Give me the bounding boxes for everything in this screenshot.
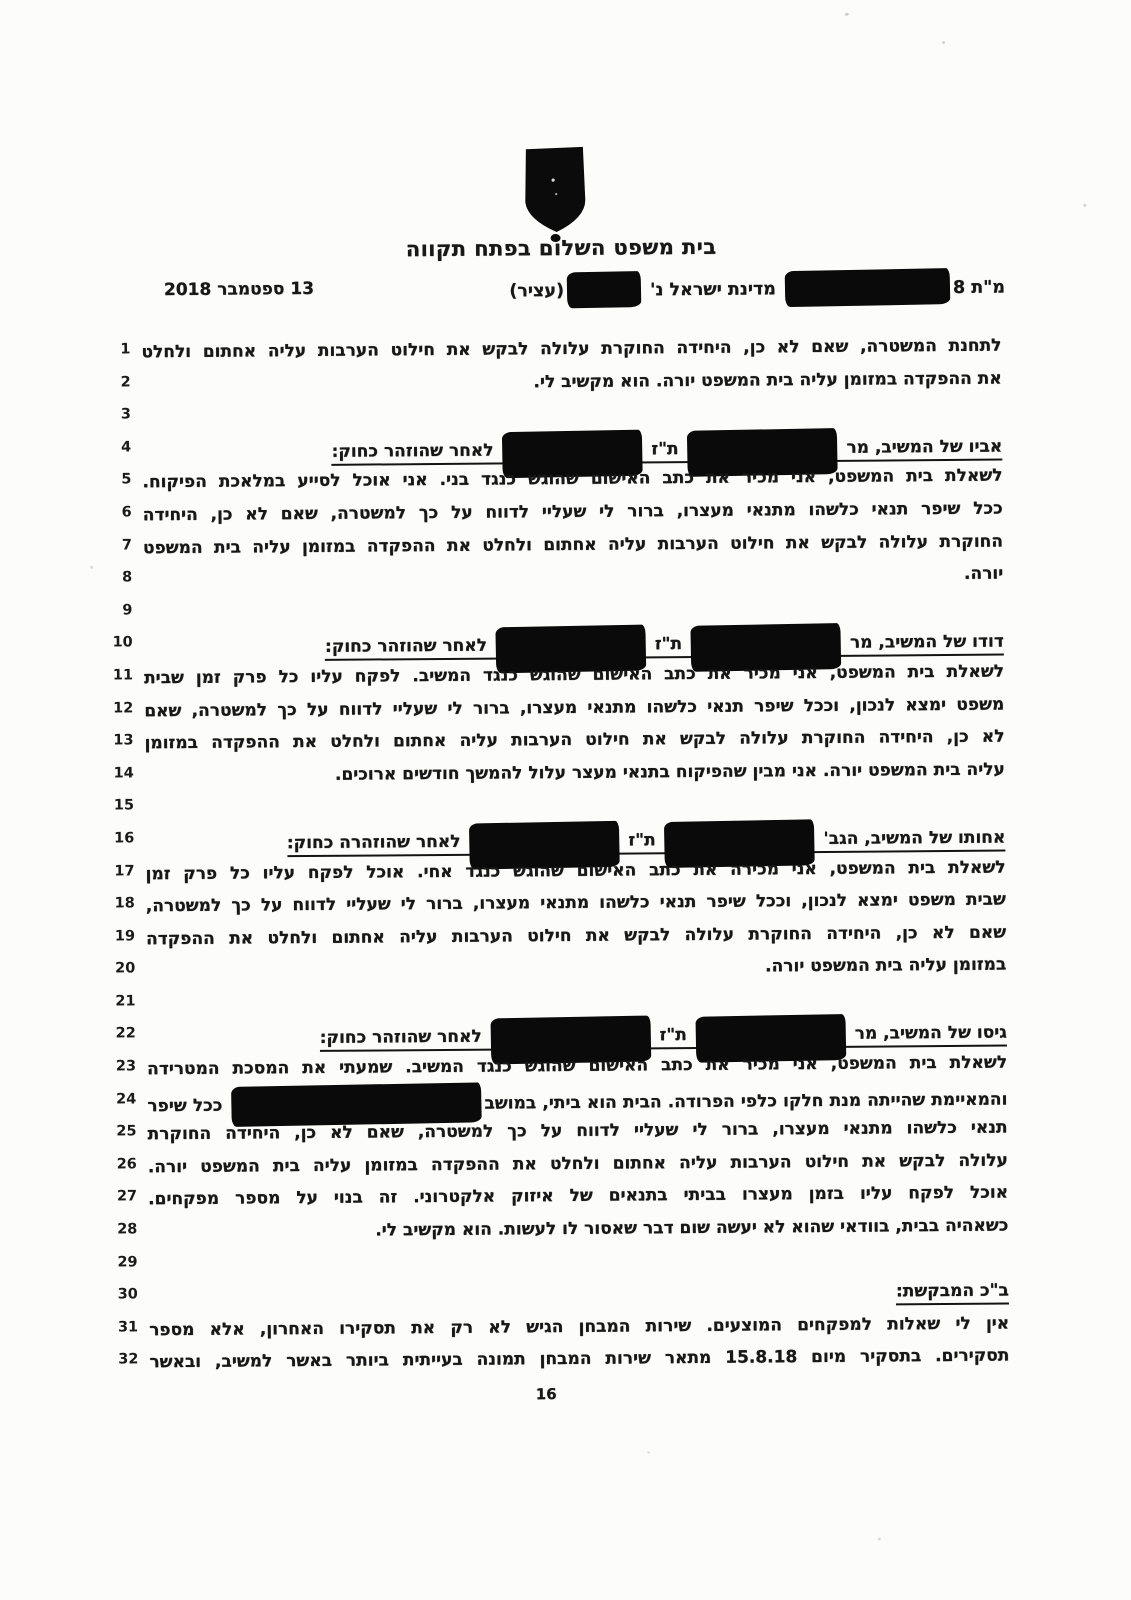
line-number: 24 bbox=[116, 1091, 137, 1108]
scan-speck bbox=[942, 41, 945, 44]
line-text: החוקרת עלולה לבקש את חילוט הערבות עליה אחתום ולחלט את ההפקדה במזומן עליה בית המשפט bbox=[142, 531, 1004, 558]
line-text: כשאהיה בבית, בוודאי שהוא לא יעשה שום דבר שאסור לו לעשות. הוא מקשיב לי. bbox=[375, 1215, 1009, 1241]
section-header-underline: גיסו של המשיב, מר ת"ז לאחר שהוזהר כחוק: bbox=[320, 1023, 1007, 1052]
scan-speck bbox=[878, 1538, 881, 1541]
line-number: 3 bbox=[120, 406, 132, 423]
line-text: והמאיימת שהייתה מנת חלקו כלפי הפרודה. הבית הוא ביתי, במושב ככל שיפר bbox=[147, 1079, 1007, 1126]
line-text: לשאלת בית המשפט, אני מכיר את כתב האישום שהוגש כנגד המשיב. שמעתי את המסכת המטרידה bbox=[147, 1052, 1008, 1080]
line-number: 10 bbox=[112, 634, 133, 651]
line-number: 15 bbox=[113, 797, 135, 814]
line-number: 23 bbox=[115, 1058, 137, 1075]
line-text: יורה. bbox=[963, 563, 1004, 585]
line-number: 19 bbox=[114, 928, 136, 945]
line-number: 20 bbox=[115, 960, 136, 977]
line-number: 30 bbox=[117, 1286, 138, 1303]
line-number: 31 bbox=[117, 1319, 139, 1336]
scan-speck bbox=[647, 1451, 650, 1453]
scan-speck bbox=[845, 13, 849, 16]
page-number-footer: 16 bbox=[535, 1385, 557, 1404]
line-number: 25 bbox=[116, 1123, 137, 1140]
line-number: 7 bbox=[121, 536, 133, 554]
line-number: 9 bbox=[122, 602, 133, 619]
line-number: 18 bbox=[114, 895, 135, 912]
line-number: 27 bbox=[116, 1188, 138, 1205]
line-text: עליה בית המשפט יורה. אני מבין שהפיקוח בתנאי מעצר עלול להמשך חודשים ארוכים. bbox=[334, 759, 1005, 785]
line-text: ככל שיפר תנאי כלשהו מתנאי מעצרו, ברור לי שעליי לדווח על כך למשטרה, שאם לא כן, היחידה bbox=[142, 498, 1003, 526]
case-reference-line: מ"ת 8 מדינת ישראל נ' (עציר) bbox=[509, 269, 1005, 309]
line-number: 1 bbox=[120, 341, 131, 358]
line-number: 5 bbox=[121, 471, 132, 488]
transcript-lines bbox=[108, 330, 1009, 1380]
line-text: שאם לא כן, היחידה החוקרת עלולה לבקש את חילוט הערבות עליה אחתום ולחלט את ההפקדה bbox=[146, 922, 1007, 949]
line-text: משפט ימצא לנכון, וככל שיפר תנאי כלשהו מתנאי מעצרו, ברור לי שעליי לדווח על כך למשטרה, שאם bbox=[144, 694, 1005, 721]
line-number: 21 bbox=[115, 993, 136, 1010]
line-number: 29 bbox=[117, 1254, 138, 1271]
redaction-box bbox=[567, 271, 642, 308]
line-number: 8 bbox=[122, 569, 133, 586]
line-text: את ההפקדה במזומן עליה בית המשפט יורה. הוא מקשיב לי. bbox=[533, 368, 1002, 392]
section-header-underline: אביו של המשיב, מר ת"ז לאחר שהוזהר כחוק: bbox=[331, 436, 1002, 465]
section-header-underline: דודו של המשיב, מר ת"ז לאחר שהוזהר כחוק: bbox=[325, 632, 1004, 661]
line-number: 14 bbox=[113, 765, 134, 782]
line-text: במזומן עליה בית המשפט יורה. bbox=[765, 954, 1007, 977]
line-number: 26 bbox=[116, 1156, 137, 1173]
line-number: 4 bbox=[121, 439, 132, 456]
line-number: 22 bbox=[115, 1025, 136, 1043]
line-number: 16 bbox=[114, 830, 135, 847]
transcript-line bbox=[116, 1340, 1009, 1380]
line-text: לתחנת המשטרה, שאם לא כן, היחידה החוקרת עלולה לבקש את חילוט הערבות עליה אחתום ולחלט bbox=[141, 335, 1002, 363]
line-text: תנאי כלשהו מתנאי מעצרו, ברור לי שעליי לדווח על כך למשטרה, שאם לא כן, היחידה החוקרת bbox=[147, 1117, 1008, 1145]
line-text: עלולה לבקש את חילוט הערבות עליה אחתום ולחלט את ההפקדה במזומן עליה בית המשפט יורה. bbox=[147, 1150, 1008, 1178]
line-number: 11 bbox=[112, 667, 134, 684]
line-text: לשאלת בית המשפט, אני מכיר את כתב האישום שהוגש כנגד בני. אני אוכל לסייע במלאכת הפיקוח. bbox=[142, 465, 1003, 493]
line-number: 28 bbox=[117, 1221, 138, 1238]
line-number: 2 bbox=[120, 373, 131, 391]
line-text: שבית משפט ימצא לנכון, וככל שיפר תנאי כלשהו מתנאי מעצרו, ברור לי שעליי לדווח על כך למשטרה, bbox=[145, 889, 1006, 917]
line-text: לשאלת בית המשפט, אני מכירה את כתב האישום שהוגש כנגד אחי. אוכל לפקח עליו כל פרק זמן bbox=[145, 857, 1006, 884]
redaction-box bbox=[785, 268, 951, 307]
court-name: בית משפט השלום בפתח תקווה bbox=[405, 234, 717, 262]
line-text: לשאלת בית המשפט, אני מכיר את כתב האישום שהוגש כנגד המשיב. לפקח עליו כל פרק זמן שבית bbox=[143, 661, 1005, 689]
line-number: 32 bbox=[118, 1351, 139, 1368]
line-text: לא כן, היחידה החוקרת עלולה לבקש את חילוט הערבות עליה אחתום ולחלט את ההפקדה במזומן bbox=[144, 726, 1005, 754]
line-number: 13 bbox=[113, 732, 134, 749]
line-text: אוכל לפקח עליו בזמן מעצרו בביתי בתנאים של איזוק אלקטרוני. זה בנוי על מספר מפקחים. bbox=[148, 1182, 1009, 1210]
section-header-underline: ב"כ המבקשת: bbox=[896, 1281, 1009, 1306]
hearing-date: 13 ספטמבר 2018 bbox=[163, 278, 315, 301]
scan-speck bbox=[90, 566, 93, 569]
line-text: תסקירים. בתסקיר מיום 15.8.18 מתאר שירות המבחן תמונה בעייתית ביותר באשר למשיב, ובאשר bbox=[149, 1345, 1010, 1373]
line-number: 17 bbox=[114, 862, 135, 880]
section-header-underline: אחותו של המשיב, הגב' ת"ז לאחר שהוזהרה כחוק: bbox=[287, 827, 1006, 857]
state-emblem-icon bbox=[522, 146, 589, 247]
scan-speck bbox=[1083, 204, 1086, 207]
line-number: 12 bbox=[113, 699, 134, 717]
line-text: אין לי שאלות למפקחים המוצעים. שירות המבחן הגיש לא רק את תסקירו האחרון, אלא מספר bbox=[149, 1313, 1010, 1341]
line-number: 6 bbox=[121, 504, 132, 521]
